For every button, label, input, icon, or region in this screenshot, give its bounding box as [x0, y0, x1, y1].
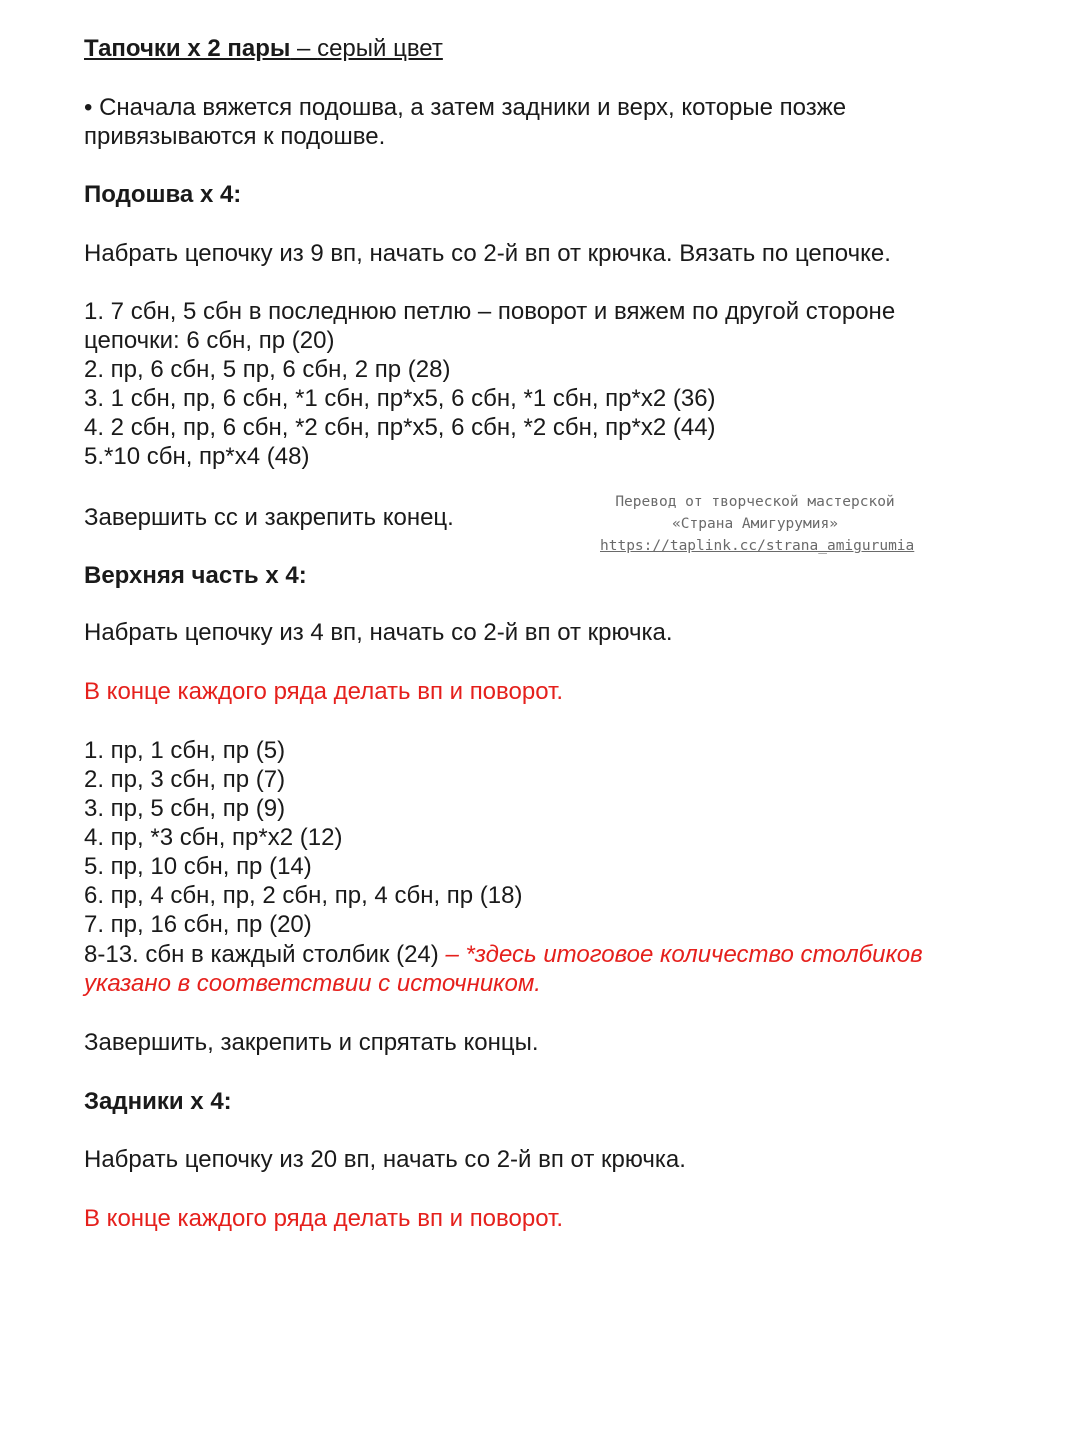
title-color: серый цвет: [317, 35, 443, 62]
intro-line-2: привязываются к подошве.: [84, 123, 386, 150]
sole-row-4: 4. 2 сбн, пр, 6 сбн, *2 сбн, пр*х5, 6 сбн, *2 сбн, пр*х2 (44): [84, 414, 716, 441]
top-row-8-13-note: – *здесь итоговое количество столбиков: [445, 941, 923, 968]
top-row-8-13: [84, 940, 923, 969]
top-row-8-13-note-cont: указано в соответствии с источником.: [84, 970, 541, 997]
backs-heading: Задники х 4:: [84, 1088, 232, 1115]
sole-row-3: 3. 1 сбн, пр, 6 сбн, *1 сбн, пр*х5, 6 сбн, *1 сбн, пр*х2 (36): [84, 385, 716, 412]
top-row-5: 5. пр, 10 сбн, пр (14): [84, 853, 312, 880]
title-main: Тапочки х 2 пары: [84, 35, 291, 62]
sole-row-5: 5.*10 сбн, пр*х4 (48): [84, 443, 310, 470]
top-part-heading: Верхняя часть х 4:: [84, 562, 307, 589]
sole-row-1a: 1. 7 сбн, 5 сбн в последнюю петлю – поворот и вяжем по другой стороне: [84, 298, 896, 325]
watermark-link[interactable]: https://taplink.cc/strana_amigurumia: [600, 538, 915, 554]
title-dash: –: [290, 35, 318, 62]
top-row-8-13-text: 8-13. сбн в каждый столбик (24): [84, 941, 446, 968]
sole-heading: Подошва х 4:: [84, 181, 242, 208]
top-part-note: В конце каждого ряда делать вп и поворот.: [84, 678, 564, 705]
backs-note: В конце каждого ряда делать вп и поворот.: [84, 1205, 564, 1232]
sole-start: Набрать цепочку из 9 вп, начать со 2-й вп от крючка. Вязать по цепочке.: [84, 240, 891, 267]
intro-line-1: • Сначала вяжется подошва, а затем задники и верх, которые позже: [84, 94, 847, 121]
translator-watermark: [600, 491, 915, 557]
top-row-2: 2. пр, 3 сбн, пр (7): [84, 766, 286, 793]
backs-start: Набрать цепочку из 20 вп, начать со 2-й вп от крючка.: [84, 1146, 686, 1173]
top-row-3: 3. пр, 5 сбн, пр (9): [84, 795, 286, 822]
top-part-finish: Завершить, закрепить и спрятать концы.: [84, 1029, 539, 1056]
sole-row-1b: цепочки: 6 сбн, пр (20): [84, 327, 335, 354]
top-part-start: Набрать цепочку из 4 вп, начать со 2-й вп от крючка.: [84, 619, 673, 646]
watermark-line-1: Перевод от творческой мастерской: [615, 494, 895, 510]
page-title: [84, 34, 443, 63]
watermark-line-2: «Страна Амигурумия»: [672, 516, 838, 532]
top-row-1: 1. пр, 1 сбн, пр (5): [84, 737, 286, 764]
sole-row-2: 2. пр, 6 сбн, 5 пр, 6 сбн, 2 пр (28): [84, 356, 451, 383]
sole-finish: Завершить сс и закрепить конец.: [84, 504, 454, 531]
top-row-4: 4. пр, *3 сбн, пр*х2 (12): [84, 824, 343, 851]
top-row-7: 7. пр, 16 сбн, пр (20): [84, 911, 312, 938]
top-row-6: 6. пр, 4 сбн, пр, 2 сбн, пр, 4 сбн, пр (18): [84, 882, 523, 909]
